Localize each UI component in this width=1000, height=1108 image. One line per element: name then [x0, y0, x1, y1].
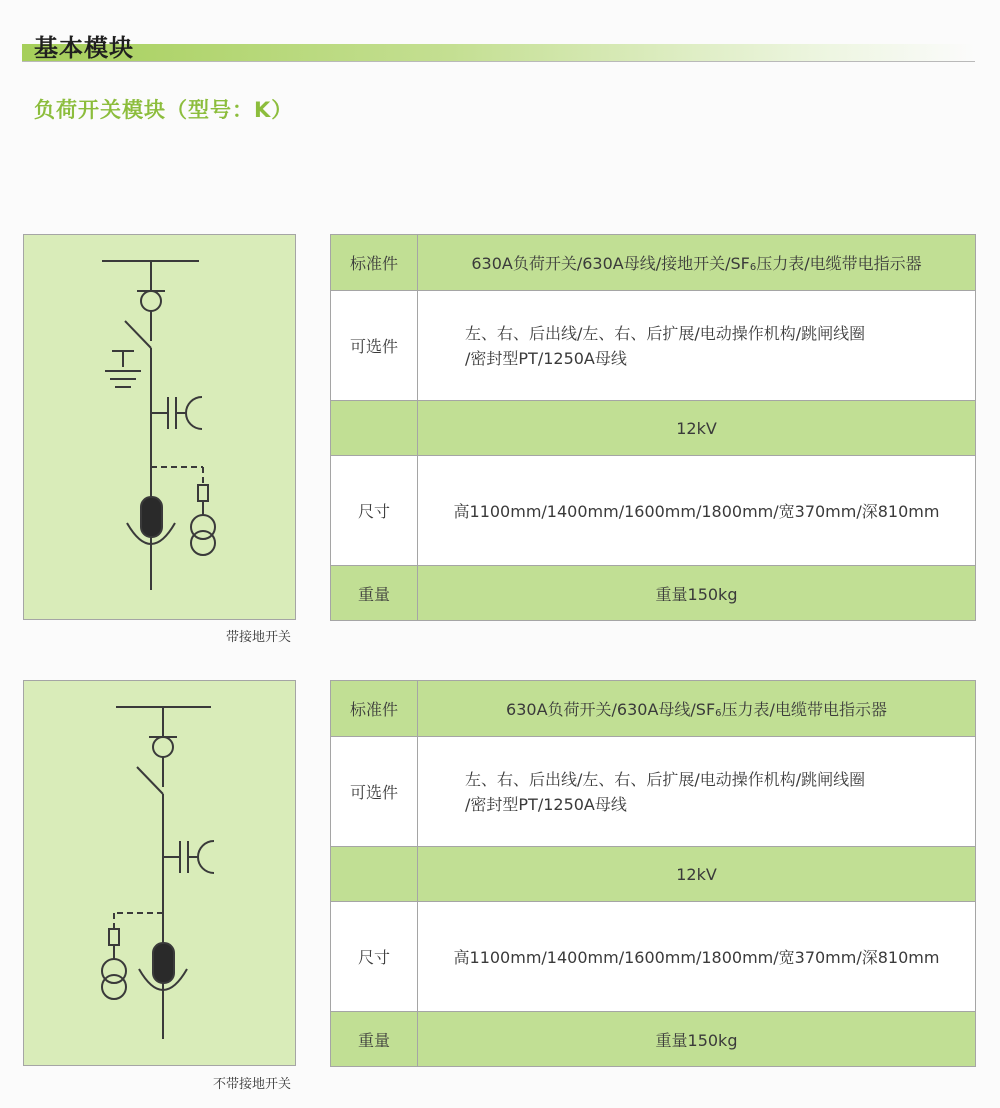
row-label-size: 尺寸 [331, 456, 418, 566]
row-label-optional: 可选件 [331, 291, 418, 401]
row-label-size: 尺寸 [331, 902, 418, 1012]
weight-value: 重量150kg [418, 1012, 976, 1067]
row-label-weight: 重量 [331, 1012, 418, 1067]
table-row [331, 456, 976, 566]
optional-parts-value: 左、右、后出线/左、右、后扩展/电动操作机构/跳闸线圈 /密封型PT/1250A母线 [418, 291, 976, 401]
diagram-caption: 带接地开关 [226, 630, 292, 645]
row-label-standard: 标准件 [331, 681, 418, 737]
table-row [331, 847, 976, 902]
spec-table [330, 680, 976, 1067]
rated-voltage-value: 12kV [418, 401, 976, 456]
diagram-caption: 不带接地开关 [213, 1077, 292, 1092]
dimensions-value: 高1100mm/1400mm/1600mm/1800mm/宽370mm/深810mm [418, 456, 976, 566]
standard-parts-value: 630A负荷开关/630A母线$/SF_6$压力表/电缆带电指示器 [418, 681, 976, 737]
module-subtitle: 负荷开关模块（型号：K） [34, 98, 294, 122]
table-row [331, 737, 976, 847]
row-label-weight: 重量 [331, 566, 418, 621]
dimensions-value: 高1100mm/1400mm/1600mm/1800mm/宽370mm/深810mm [418, 902, 976, 1012]
row-label-voltage [331, 847, 418, 902]
row-label-voltage [331, 401, 418, 456]
table-row [331, 291, 976, 401]
header-band [22, 44, 975, 62]
table-row [331, 902, 976, 1012]
header-divider [22, 61, 975, 62]
single-line-diagram-with-earthing [23, 234, 296, 620]
row-label-standard: 标准件 [331, 235, 418, 291]
circuit-diagram-icon [24, 681, 295, 1065]
table-row [331, 1012, 976, 1067]
spec-table [330, 234, 976, 621]
table-row [331, 566, 976, 621]
standard-parts-value: 630A负荷开关/630A母线/接地开关$/SF_6$压力表/电缆带电指示器 [418, 235, 976, 291]
optional-parts-value: 左、右、后出线/左、右、后扩展/电动操作机构/跳闸线圈 /密封型PT/1250A母线 [418, 737, 976, 847]
table-row [331, 401, 976, 456]
circuit-diagram-icon [24, 235, 295, 619]
weight-value: 重量150kg [418, 566, 976, 621]
table-row [331, 681, 976, 737]
page-title: 基本模块 [34, 34, 134, 62]
rated-voltage-value: 12kV [418, 847, 976, 902]
single-line-diagram-without-earthing [23, 680, 296, 1066]
row-label-optional: 可选件 [331, 737, 418, 847]
table-row [331, 235, 976, 291]
